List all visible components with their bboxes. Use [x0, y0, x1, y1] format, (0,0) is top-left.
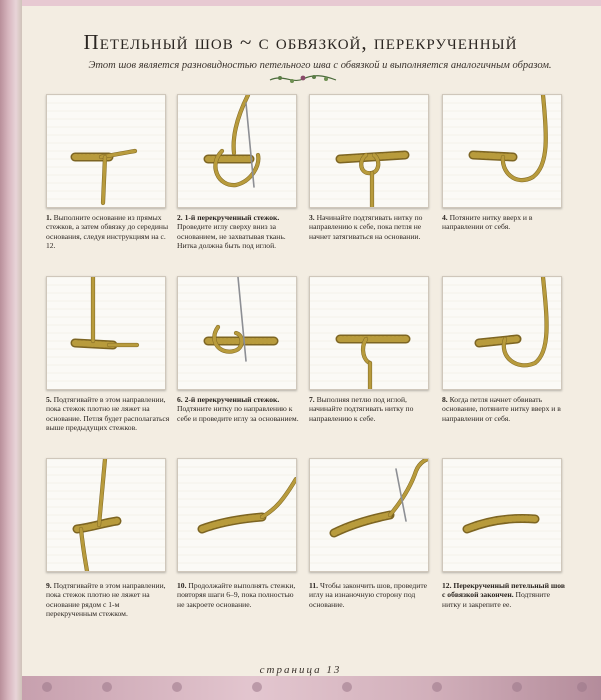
step-number: 8.: [442, 395, 448, 404]
step-photo-9: [46, 458, 166, 572]
step-caption-6: [177, 395, 301, 423]
step-caption-3: [309, 213, 433, 241]
step-text: Начинайте подтягивать нитку по направлению к себе, пока петля не начнет затягиваться на основании.: [309, 213, 423, 241]
step-caption-7: [309, 395, 433, 423]
step-number: 12.: [442, 581, 452, 590]
step-number: 5.: [46, 395, 52, 404]
bottom-decor-strip: [22, 676, 601, 700]
step-text: Чтобы закончить шов, проведите иглу на изнаночную сторону под основание.: [309, 581, 428, 609]
step-caption-11: [309, 581, 433, 609]
step-photo-11: [309, 458, 429, 572]
step-photo-6: [177, 276, 297, 390]
step-heading: 2-й перекрученный стежок.: [184, 395, 280, 404]
embroidery-illustration: [310, 459, 428, 571]
step-caption-4: [442, 213, 566, 232]
step-number: 1.: [46, 213, 52, 222]
step-heading: 1-й перекрученный стежок.: [184, 213, 280, 222]
embroidery-illustration: [443, 459, 561, 571]
step-caption-5: [46, 395, 170, 433]
step-photo-8: [442, 276, 562, 390]
step-text: Проведите иглу сверху вниз за основанием, не захватывая ткань. Нитка должна быть под иглой.: [177, 222, 286, 251]
step-number: 7.: [309, 395, 315, 404]
step-photo-1: [46, 94, 166, 208]
step-number: 9.: [46, 581, 52, 590]
step-photo-4: [442, 94, 562, 208]
step-text: Когда петля начнет обвивать основание, потяните нитку вверх и в направлении от себя.: [442, 395, 561, 423]
step-text: Подтяните нитку по направлению к себе и проведите иглу за основанием.: [177, 404, 299, 423]
step-text: Потяните нитку вверх и в направлении от себя.: [442, 213, 533, 232]
step-number: 3.: [309, 213, 315, 222]
step-caption-2: [177, 213, 301, 251]
page-subtitle: Этот шов является разновидностью петельного шва с обвязкой и выполняется аналогичным образом.: [88, 60, 552, 71]
step-caption-8: [442, 395, 566, 423]
step-caption-1: [46, 213, 170, 251]
top-decor-strip: [22, 0, 601, 6]
step-photo-3: [309, 94, 429, 208]
step-number: 4.: [442, 213, 448, 222]
step-text: Выполните основание из прямых стежков, а затем обвязку до середины основания, следуя инструкциям на с. 12.: [46, 213, 169, 251]
vine-ornament-icon: [268, 72, 338, 86]
embroidery-illustration: [178, 95, 296, 207]
embroidery-illustration: [47, 95, 165, 207]
book-binding: [0, 0, 22, 700]
embroidery-illustration: [47, 459, 165, 571]
step-caption-9: [46, 581, 170, 619]
step-text: Подтягивайте в этом направлении, пока стежок плотно не ляжет на основание рядом с 1-м перекрученным стежком.: [46, 581, 166, 619]
step-number: 2.: [177, 213, 183, 222]
page-number: страница 13: [259, 664, 342, 676]
step-heading: Перекрученный петельный шов с обвязкой закончен.: [442, 581, 565, 600]
step-text: Подтяните нитку и закрепите ее.: [442, 590, 550, 609]
step-number: 6.: [177, 395, 183, 404]
step-text: Подтягивайте в этом направлении, пока стежок плотно не ляжет на основание. Петля будет располагаться выше предыдущих стежков.: [46, 395, 170, 433]
embroidery-illustration: [443, 277, 561, 389]
step-text: Продолжайте выполнять стежки, повторяя шаги 6–9, пока полностью не закроете основание.: [177, 581, 296, 609]
page-title: Петельный шов ~ с обвязкой, перекрученный: [83, 30, 518, 54]
step-number: 11.: [309, 581, 319, 590]
embroidery-illustration: [443, 95, 561, 207]
embroidery-illustration: [47, 277, 165, 389]
step-photo-10: [177, 458, 297, 572]
step-photo-7: [309, 276, 429, 390]
step-photo-12: [442, 458, 562, 572]
step-caption-12: [442, 581, 566, 609]
step-photo-5: [46, 276, 166, 390]
embroidery-illustration: [178, 277, 296, 389]
step-caption-10: [177, 581, 301, 609]
step-text: Выполняя петлю под иглой, начинайте подтягивать нитку по направлению к себе.: [309, 395, 414, 423]
step-photo-2: [177, 94, 297, 208]
embroidery-illustration: [178, 459, 296, 571]
embroidery-illustration: [310, 95, 428, 207]
embroidery-illustration: [310, 277, 428, 389]
step-number: 10.: [177, 581, 187, 590]
